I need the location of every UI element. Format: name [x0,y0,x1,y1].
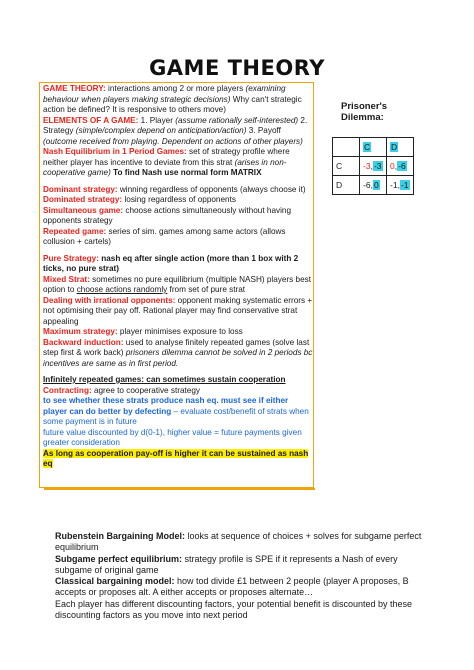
text: losing regardless of opponents [122,195,236,204]
text: player minimises exposure to loss [117,327,243,336]
text-italic: (examining behaviour when players making strategic decisions) [43,84,286,104]
term-label: Dealing with irrational opponents: [43,295,176,305]
box-bottom-rule [44,488,315,490]
prisoners-dilemma-label: Prisoner's Dilemma: [341,101,388,123]
text: set of strategy profile where neither player has incentive to deviate from this strat [43,147,290,167]
text: from set of pure strat [167,285,246,294]
dominated-strategy [43,195,313,206]
nash-check-note [43,396,313,428]
term-label: Contracting: [43,385,92,395]
term-label: Mixed Strat: [43,274,90,284]
payoff-cell: 0,-6 [387,157,414,176]
text-italic: (outcome received from playing. Dependent on actions of other players) [43,136,303,146]
term-label: Nash Equilibrium in 1 Period Games: [43,147,187,156]
payoff-cell: -6,0 [360,176,387,195]
highlighted-text: As long as cooperation pay-off is higher it can be sustained as nash eq [43,448,309,468]
term-label: ELEMENTS OF A GAME: [43,115,139,125]
repeated-game [43,227,313,248]
table-row [333,176,414,195]
text-blue-bold: to see whether these strats produce nash eq. must see if either player can do better by defecting [43,396,289,416]
simultaneous-game [43,206,313,227]
term-label: Simultaneous game: [43,205,124,215]
term-label: GAME THEORY: [43,84,106,93]
text: Why can't strategic action be defined? It is responsive to others move) [43,94,302,114]
rubenstein-model [55,531,435,554]
payoff-a: -6 [363,180,371,190]
text: used to analyse finitely repeated games (solve last step first & work back) [43,337,310,357]
column-head: D [391,142,398,152]
maximum-strategy [43,327,313,338]
text-blue: future value discounted by d(0-1), higher value = future payments given greater consideration [43,427,302,447]
discount-note [43,428,313,449]
payoff-b: -6 [398,161,406,171]
text-blue: – evaluate cost/benefit of strats when some payment is in future [43,406,309,426]
text-italic: (arises in non-cooperative game) [43,157,287,177]
payoff-a: 0 [390,161,395,171]
text: choose actions simultaneously without having opponents strategy [43,205,292,225]
text: agree to cooperative strategy [91,385,200,395]
row-head: D [333,176,360,195]
term-label: Pure Strategy: [43,253,99,263]
term-label: Repeated game: [43,226,107,236]
classical-bargaining [55,576,435,599]
term-label: Classical bargaining model: [55,576,175,587]
text: 3. Payoff [246,126,281,135]
game-theory-definition [43,84,313,116]
term-label: Maximum strategy: [43,327,118,336]
contracting [43,386,313,397]
text-bold: nash eq after single action (more than 1 box with 2 ticks, no pure strat) [43,253,299,273]
text: looks at sequence of choices + solves for subgame perfect equilibrium [55,531,422,553]
mixed-strategy [43,275,313,296]
text: series of sim. games among same actors (allows collusion + cartels) [43,226,286,246]
table-cell [387,138,414,157]
text-bold: To find Nash use normal form MATRIX [110,168,262,177]
row-head: C [333,157,360,176]
payoff-a: -3 [363,161,371,171]
irrational-opponents [43,296,313,328]
table-row [333,157,414,176]
payoff-cell: -1,-1 [387,176,414,195]
notes-content [43,84,313,470]
table-cell [360,138,387,157]
text: sometimes no pure equilibrium (multiple NASH) players best option to [43,274,312,294]
discounting-note [55,599,435,622]
text: winning regardless of opponents (always choose it) [117,184,306,194]
text: Each player has different discounting factors, your potential benefit is discounted by these discounting factors as you move into next period [55,598,413,621]
page-title: GAME THEORY [149,56,325,80]
text: how tod divide £1 between 2 people (player A proposes, B accepts or proposes alt. A either accepts or proposes alternate… [55,576,409,598]
text: opponent making systematic errors + not optimising their pay off. Rational player may find conservative strat appealing [43,295,313,326]
table-cell [333,138,360,157]
elements-of-game [43,116,313,148]
payoff-b: 0 [373,180,379,190]
subgame-perfect-eq [55,554,435,577]
bargaining-notes [55,531,435,621]
text-italic: (simple/complex depend on anticipation/action) [75,126,247,135]
text-underline: choose actions randomly [76,285,168,294]
payoff-b: -1 [400,180,409,190]
infinitely-repeated-heading [43,375,313,386]
term-label: Dominated strategy: [43,195,123,204]
text: strategy profile is SPE if it represents a Nash of every subgame of original game [55,553,398,575]
term-label: Backward induction: [43,337,124,347]
nash-equilibrium [43,147,313,179]
table-row [333,138,414,157]
text: 1. Player [138,115,176,125]
section-heading: Infinitely repeated games: can sometimes sustain cooperation [43,375,286,384]
payoff-a: -1 [390,180,398,190]
payoff-cell: -3,-3 [360,157,387,176]
backward-induction [43,338,313,370]
text-italic: (assume rationally self-interested) [175,115,299,125]
cooperation-conclusion [43,449,313,470]
dominant-strategy [43,185,313,196]
term-label: Subgame perfect equilibrium: [55,553,183,564]
payoff-b: -3 [373,161,382,171]
text: 2. Strategy [43,115,308,135]
term-label: Rubenstein Bargaining Model: [55,531,186,541]
text: interactions among 2 or more players [105,84,246,93]
prisoners-dilemma-matrix [332,137,414,195]
column-head: C [364,142,371,152]
term-label: Dominant strategy: [43,184,118,194]
text-italic: prisoners dilemma cannot be solved in 2 periods bc incentives are same as in first period. [43,348,313,368]
pure-strategy [43,254,313,275]
